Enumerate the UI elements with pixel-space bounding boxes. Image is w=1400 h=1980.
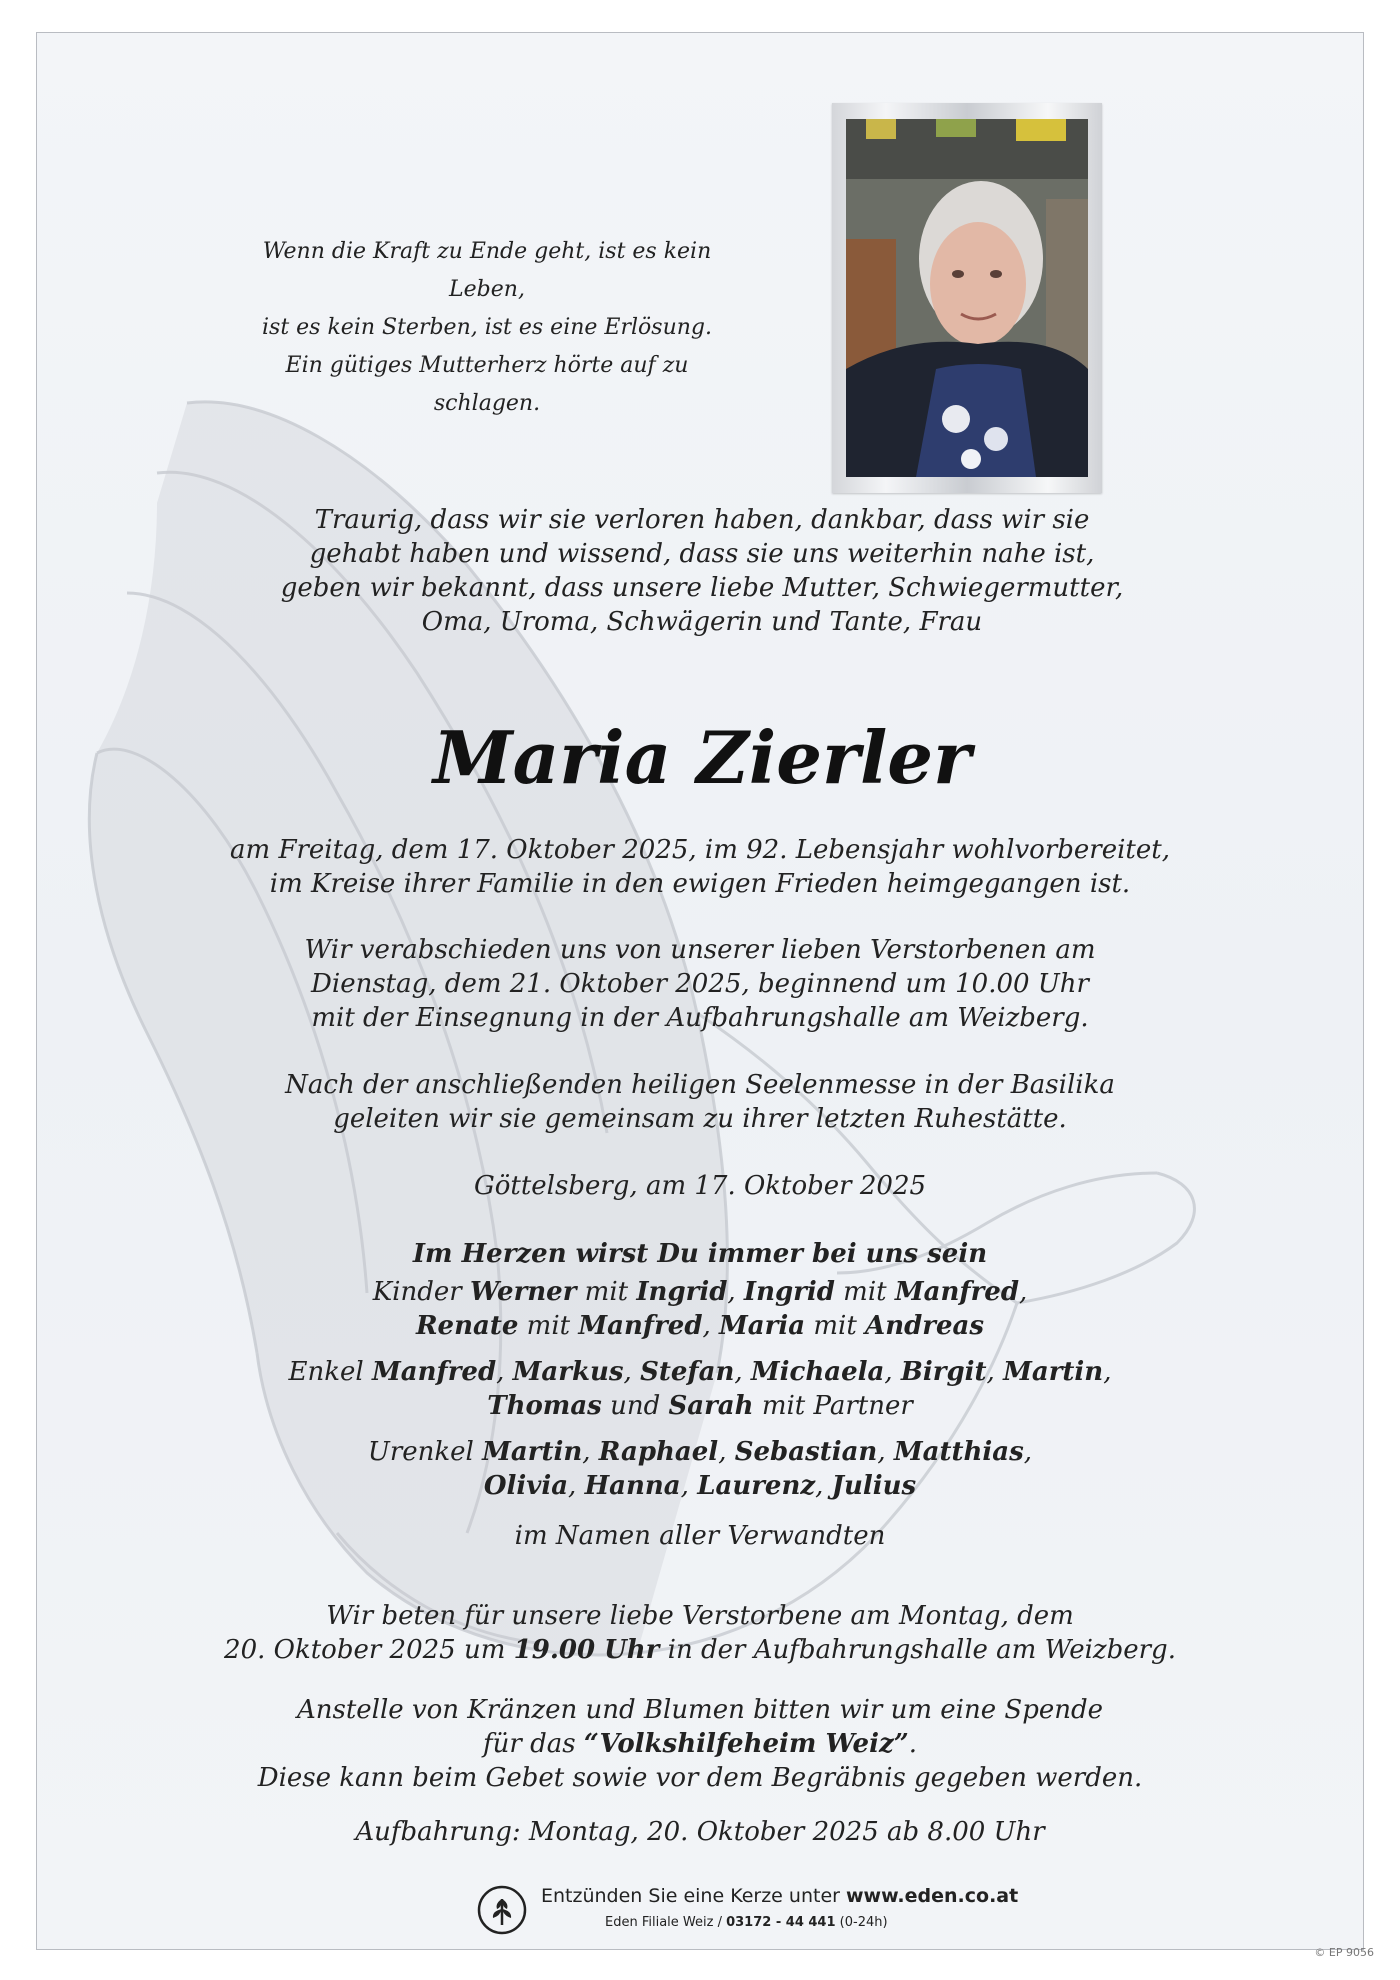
prayer-text — [137, 1599, 1263, 1667]
child-name: Manfred — [578, 1311, 703, 1341]
passing-text — [137, 833, 1263, 901]
grandchild-name: Thomas — [487, 1391, 602, 1421]
prayer-line: Wir beten für unsere liebe Verstorbene am Montag, dem — [326, 1601, 1074, 1631]
candle-text — [541, 1885, 1018, 1907]
viewing-text: Aufbahrung: Montag, 20. Oktober 2025 ab 8.00 Uhr — [355, 1817, 1045, 1847]
grandchildren-label: Enkel — [288, 1357, 372, 1387]
connector: , — [680, 1471, 698, 1501]
great-grandchildren-list — [137, 1435, 1263, 1503]
child-name: Maria — [719, 1311, 806, 1341]
verse-line: Wenn die Kraft zu Ende geht, ist es kein Leben, — [262, 239, 712, 302]
great-grandchild-name: Laurenz — [697, 1471, 816, 1501]
footer — [477, 1883, 1019, 1943]
verse-line: ist es kein Sterben, ist es eine Erlösung. — [262, 315, 712, 340]
connector: , — [727, 1277, 744, 1307]
donation-line-part: für das — [483, 1729, 584, 1759]
children-label: Kinder — [372, 1277, 470, 1307]
candle-label: Entzünden Sie eine Kerze unter — [541, 1885, 846, 1907]
grandchild-name: Stefan — [640, 1357, 735, 1387]
grandchild-name: Manfred — [371, 1357, 497, 1387]
mass-line: geleiten wir sie gemeinsam zu ihrer letzten Ruhestätte. — [333, 1104, 1067, 1134]
connector: und — [601, 1391, 669, 1421]
connector: , — [582, 1437, 599, 1467]
grandchild-name: Michaela — [750, 1357, 885, 1387]
connector: , — [986, 1357, 1004, 1387]
connector: , — [702, 1311, 720, 1341]
connector: , — [496, 1357, 513, 1387]
verse-line: Ein gütiges Mutterherz hörte auf zu schlagen. — [285, 353, 689, 416]
donation-line-part: . — [908, 1729, 917, 1759]
connector: , — [1103, 1357, 1112, 1387]
connector: mit Partner — [753, 1391, 913, 1421]
place-date: Göttelsberg, am 17. Oktober 2025 — [473, 1171, 927, 1201]
connector: , — [815, 1471, 832, 1501]
mass-line: Nach der anschließenden heiligen Seelenmesse in der Basilika — [285, 1070, 1115, 1100]
connector: , — [877, 1437, 894, 1467]
grandchild-name: Birgit — [900, 1357, 987, 1387]
prayer-time: 19.00 Uhr — [513, 1635, 660, 1665]
connector: mit — [576, 1277, 637, 1307]
announcement-text — [187, 503, 1217, 639]
mass-text — [137, 1068, 1263, 1136]
eden-leaf-logo-icon — [477, 1885, 527, 1935]
donation-line: Anstelle von Kränzen und Blumen bitten wir um eine Spende — [296, 1695, 1104, 1725]
connector: , — [623, 1357, 641, 1387]
child-name: Ingrid — [743, 1277, 835, 1307]
farewell-text — [137, 933, 1263, 1035]
connector: mit — [834, 1277, 895, 1307]
great-grandchildren-label: Urenkel — [367, 1437, 483, 1467]
deceased-name: Maria Zierler — [432, 715, 972, 800]
great-grandchild-name: Hanna — [584, 1471, 681, 1501]
prayer-line-part: in der Aufbahrungshalle am Weizberg. — [659, 1635, 1176, 1665]
great-grandchild-name: Sebastian — [734, 1437, 878, 1467]
farewell-line: Dienstag, dem 21. Oktober 2025, beginnend um 10.00 Uhr — [311, 969, 1089, 999]
farewell-line: Wir verabschieden uns von unserer lieben Verstorbenen am — [304, 935, 1096, 965]
donation-line: Diese kann beim Gebet sowie vor dem Begräbnis gegeben werden. — [257, 1763, 1143, 1793]
relatives-text: im Namen aller Verwandten — [514, 1521, 886, 1551]
branch-info — [605, 1915, 888, 1930]
farewell-line: mit der Einsegnung in der Aufbahrungshalle am Weizberg. — [311, 1003, 1089, 1033]
hours-label: (0-24h) — [835, 1915, 888, 1930]
connector: , — [1023, 1437, 1033, 1467]
donation-recipient: “Volkshilfeheim Weiz” — [583, 1729, 909, 1759]
phone-number[interactable]: 03172 - 44 441 — [726, 1915, 836, 1930]
connector: , — [734, 1357, 751, 1387]
branch-label: Eden Filiale Weiz / — [605, 1915, 727, 1930]
great-grandchild-name: Julius — [831, 1471, 917, 1501]
connector: , — [568, 1471, 585, 1501]
children-list — [137, 1275, 1263, 1343]
great-grandchild-name: Olivia — [483, 1471, 569, 1501]
connector: , — [1019, 1277, 1028, 1307]
document-code: © EP 9056 — [1314, 1946, 1374, 1959]
announcement-line: geben wir bekannt, dass unsere liebe Mutter, Schwiegermutter, — [280, 573, 1124, 603]
opening-verse — [237, 233, 737, 423]
announcement-line: Oma, Uroma, Schwägerin und Tante, Frau — [421, 607, 983, 637]
grandchildren-list — [137, 1355, 1263, 1423]
child-name: Andreas — [865, 1311, 985, 1341]
grandchild-name: Sarah — [668, 1391, 754, 1421]
connector: mit — [805, 1311, 866, 1341]
prayer-line-part: 20. Oktober 2025 um — [224, 1635, 514, 1665]
grandchild-name: Markus — [512, 1357, 624, 1387]
donation-text — [137, 1693, 1263, 1795]
portrait-frame — [832, 103, 1102, 493]
portrait-photo — [846, 119, 1088, 477]
great-grandchild-name: Raphael — [598, 1437, 719, 1467]
eden-link[interactable]: www.eden.co.at — [845, 1885, 1019, 1907]
grandchild-name: Martin — [1003, 1357, 1104, 1387]
great-grandchild-name: Martin — [482, 1437, 583, 1467]
child-name: Renate — [415, 1311, 519, 1341]
child-name: Ingrid — [636, 1277, 728, 1307]
great-grandchild-name: Matthias — [893, 1437, 1024, 1467]
announcement-line: gehabt haben und wissend, dass sie uns weiterhin nahe ist, — [309, 539, 1095, 569]
obituary-sheet — [36, 32, 1364, 1950]
announcement-line: Traurig, dass wir sie verloren haben, dankbar, dass wir sie — [314, 505, 1090, 535]
connector: , — [884, 1357, 901, 1387]
motto: Im Herzen wirst Du immer bei uns sein — [412, 1239, 988, 1269]
passing-line: im Kreise ihrer Familie in den ewigen Frieden heimgegangen ist. — [269, 869, 1131, 899]
passing-line: am Freitag, dem 17. Oktober 2025, im 92. Lebensjahr wohlvorbereitet, — [230, 835, 1170, 865]
child-name: Manfred — [894, 1277, 1019, 1307]
connector: mit — [518, 1311, 579, 1341]
child-name: Werner — [469, 1277, 577, 1307]
connector: , — [718, 1437, 735, 1467]
